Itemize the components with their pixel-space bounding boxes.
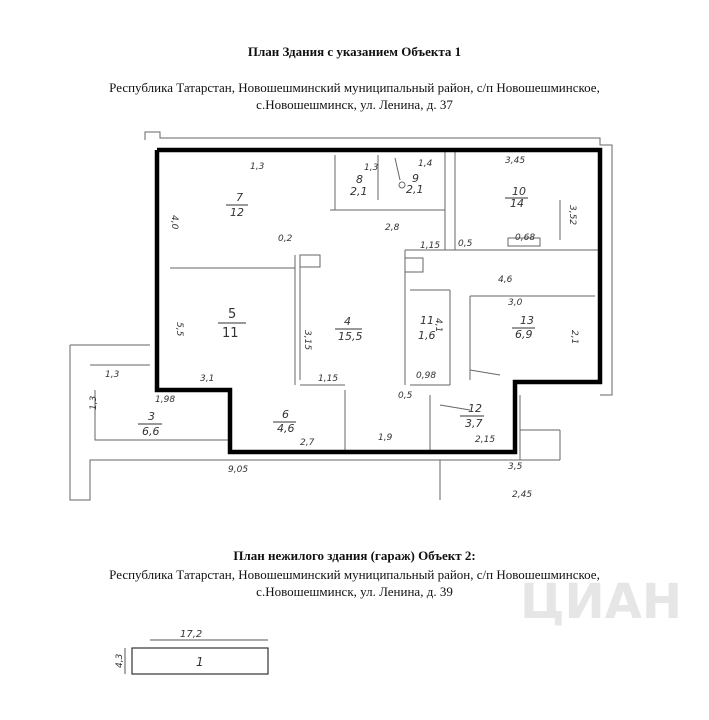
svg-text:3,45: 3,45 [505,156,526,166]
svg-text:3,5: 3,5 [508,462,523,472]
svg-text:4,6: 4,6 [277,422,295,435]
svg-text:1,3: 1,3 [364,163,379,173]
svg-text:0,68: 0,68 [515,233,536,243]
svg-text:2,15: 2,15 [475,435,496,445]
svg-text:2,8: 2,8 [385,223,400,233]
svg-text:6,9: 6,9 [515,328,533,341]
svg-text:1,15: 1,15 [318,374,339,384]
svg-text:4,6: 4,6 [498,275,513,285]
svg-text:3,1: 3,1 [200,374,215,384]
svg-text:1,3: 1,3 [250,162,265,172]
svg-text:1,4: 1,4 [418,159,433,169]
svg-text:6,6: 6,6 [142,425,160,438]
svg-text:9: 9 [412,172,419,185]
svg-text:2,7: 2,7 [300,438,315,448]
object2-title: План нежилого здания (гараж) Объект 2: [233,548,476,563]
svg-text:13: 13 [520,314,534,327]
svg-text:0,98: 0,98 [416,371,437,381]
svg-text:1,15: 1,15 [420,241,441,251]
svg-text:15,5: 15,5 [338,330,363,343]
svg-text:3,7: 3,7 [465,417,483,430]
svg-text:2,1: 2,1 [406,183,424,196]
garage-room-number: 1 [196,655,204,669]
svg-text:1,98: 1,98 [155,395,176,405]
svg-text:7: 7 [236,191,243,204]
svg-text:12: 12 [468,402,482,415]
garage-length: 17,2 [180,629,203,640]
object2-address-line1: Республика Татарстан, Новошешминский муниципальный район, с/п Новошешминское, [109,567,600,582]
plan2-garage [115,629,268,674]
svg-text:2,45: 2,45 [512,490,533,500]
object1-address-line2: с.Новошешминск, ул. Ленина, д. 37 [256,97,453,112]
svg-text:1,6: 1,6 [418,329,436,342]
svg-text:0,5: 0,5 [398,391,413,401]
svg-text:0,2: 0,2 [278,234,293,244]
svg-text:6: 6 [282,408,289,421]
svg-text:3,0: 3,0 [508,298,523,308]
svg-text:10: 10 [512,185,526,198]
svg-text:1,3: 1,3 [89,395,99,410]
object2-address-line2: с.Новошешминск, ул. Ленина, д. 39 [256,584,453,599]
svg-text:8: 8 [356,173,363,186]
svg-text:4,1: 4,1 [433,318,443,333]
svg-text:1,9: 1,9 [378,433,393,443]
garage-width: 4,3 [115,653,125,668]
svg-text:0,5: 0,5 [458,239,473,249]
svg-text:5: 5 [228,307,237,322]
svg-text:9,05: 9,05 [228,465,249,475]
object1-address-line1: Республика Татарстан, Новошешминский муниципальный район, с/п Новошешминское, [109,80,600,95]
plan1-labels [138,172,535,438]
plan1-dimensions [89,156,579,500]
svg-text:11: 11 [420,314,434,327]
svg-text:4,0: 4,0 [169,215,179,230]
svg-text:4: 4 [344,315,351,328]
watermark: ЦИАН [520,574,683,630]
svg-text:11: 11 [222,326,239,341]
svg-text:3,52: 3,52 [567,205,577,226]
svg-text:3: 3 [148,410,155,423]
svg-text:2,1: 2,1 [569,330,579,345]
svg-text:12: 12 [230,206,244,219]
svg-text:5,5: 5,5 [174,322,184,337]
object1-title: План Здания с указанием Объекта 1 [247,44,462,59]
svg-text:3,15: 3,15 [302,330,312,351]
svg-text:14: 14 [510,197,524,210]
svg-text:2,1: 2,1 [350,185,368,198]
svg-text:1,3: 1,3 [105,370,120,380]
